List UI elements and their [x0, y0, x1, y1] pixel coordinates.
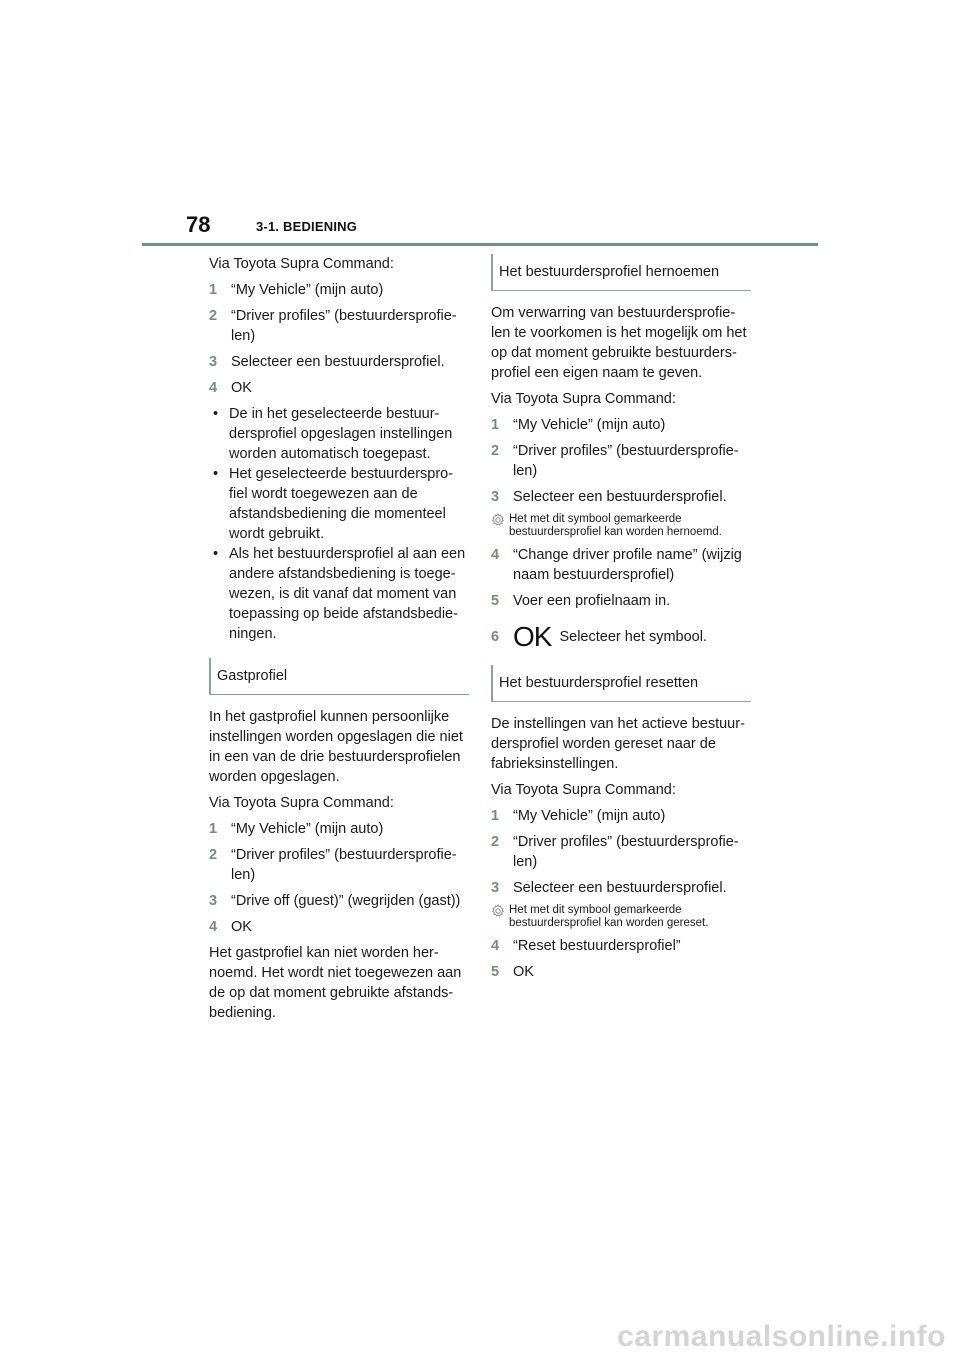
step-number: 1	[491, 808, 500, 824]
step-number: 3	[209, 893, 218, 909]
step-number: 1	[209, 282, 218, 298]
step-text: OK	[231, 380, 252, 396]
step-item	[491, 487, 751, 507]
step-text: Voer een profielnaam in.	[513, 593, 671, 609]
step-text: “Reset bestuurdersprofiel”	[513, 938, 681, 954]
section-title: 3-1. BEDIENING	[256, 219, 358, 234]
gear-icon	[491, 513, 505, 527]
right-column	[491, 254, 751, 988]
guest-profile-heading: Gastprofiel	[209, 658, 469, 695]
watermark: carmanualsonline.info	[617, 1320, 946, 1353]
gear-icon	[491, 904, 505, 918]
step-item	[209, 352, 469, 372]
step-number: 2	[491, 834, 500, 850]
rename-intro: Om verwarring van bestuurdersprofie-len te voorkomen is het mogelijk om het op dat moment gebruikte bestuurders-profiel een eigen naam te geven.	[491, 305, 747, 381]
step-item	[491, 806, 751, 826]
step-number: 3	[491, 489, 500, 505]
step-number: 2	[491, 443, 500, 459]
via-text: Via Toyota Supra Command:	[491, 782, 676, 798]
step-number: 1	[209, 821, 218, 837]
step-number: 4	[491, 547, 500, 563]
step-item	[209, 306, 469, 346]
reset-intro: De instellingen van het actieve bestuur-dersprofiel worden gereset naar de fabrieksinstellingen.	[491, 716, 745, 772]
step-text: “Driver profiles” (bestuurdersprofie-len)	[231, 308, 457, 344]
step-text: “Driver profiles” (bestuurdersprofie-len)	[231, 847, 457, 883]
bullet-item: • Het geselecteerde bestuurderspro-fiel wordt toegewezen aan de afstandsbediening die momenteel wordt gebruikt.	[209, 464, 469, 544]
step-text: “My Vehicle” (mijn auto)	[513, 808, 666, 824]
step-text: “Driver profiles” (bestuurdersprofie-len)	[513, 443, 739, 479]
step-item	[209, 378, 469, 398]
page-number: 78	[186, 212, 211, 237]
step-number: 5	[491, 964, 500, 980]
step-item	[209, 891, 469, 911]
step-item	[491, 591, 751, 611]
step-text: “My Vehicle” (mijn auto)	[231, 821, 384, 837]
rename-heading: Het bestuurdersprofiel hernoemen	[491, 254, 751, 291]
step-text: Selecteer een bestuurdersprofiel.	[513, 489, 727, 505]
note-text: Het met dit symbool gemarkeerde bestuurdersprofiel kan worden hernoemd.	[509, 513, 722, 538]
bullet-list	[209, 404, 469, 644]
step-text: Selecteer een bestuurdersprofiel.	[231, 354, 445, 370]
step-text: “Change driver profile name” (wijzig naam bestuurdersprofiel)	[513, 547, 742, 583]
step-text: Selecteer een bestuurdersprofiel.	[513, 880, 727, 896]
step-text: “Drive off (guest)” (wegrijden (gast))	[231, 893, 461, 909]
left-column	[209, 254, 469, 1029]
step-number: 5	[491, 593, 500, 609]
step-item	[491, 936, 751, 956]
step-item	[491, 878, 751, 898]
bullet-item: • Als het bestuurdersprofiel al aan een andere afstandsbediening is toege-wezen, is dit vanaf dat moment van toepassing op beide afstandsbedie-ningen.	[209, 544, 469, 644]
bullet-item: • De in het geselecteerde bestuur-dersprofiel opgeslagen instellingen worden automatisch toegepast.	[209, 404, 469, 464]
step-item	[491, 962, 751, 982]
step-number: 3	[209, 354, 218, 370]
note-text: Het met dit symbool gemarkeerde bestuurdersprofiel kan worden gereset.	[509, 904, 709, 929]
step-number: 2	[209, 847, 218, 863]
step-item	[209, 917, 469, 937]
step-number: 1	[491, 417, 500, 433]
header-rule	[142, 243, 818, 246]
step-item	[491, 545, 751, 585]
step-text: “My Vehicle” (mijn auto)	[231, 282, 384, 298]
reset-heading: Het bestuurdersprofiel resetten	[491, 665, 751, 702]
step-number: 2	[209, 308, 218, 324]
step-number: 4	[491, 938, 500, 954]
step-text: “Driver profiles” (bestuurdersprofie-len)	[513, 834, 739, 870]
step-text: “My Vehicle” (mijn auto)	[513, 417, 666, 433]
step-item	[491, 441, 751, 481]
step-number: 4	[209, 919, 218, 935]
via-text: Via Toyota Supra Command:	[209, 256, 394, 272]
step-item	[491, 832, 751, 872]
step-text: OK	[513, 964, 534, 980]
step-text: OK	[231, 919, 252, 935]
step-item	[491, 623, 751, 651]
note	[491, 513, 751, 539]
step-item	[491, 415, 751, 435]
ok-symbol-icon: OK	[513, 621, 552, 652]
step-number: 3	[491, 880, 500, 896]
step-item	[209, 845, 469, 885]
step-item	[209, 280, 469, 300]
via-text: Via Toyota Supra Command:	[209, 795, 394, 811]
step-number: 4	[209, 380, 218, 396]
via-text: Via Toyota Supra Command:	[491, 391, 676, 407]
step-item	[209, 819, 469, 839]
note	[491, 904, 751, 930]
step-text: Selecteer het symbool.	[559, 629, 707, 645]
step-number: 6	[491, 629, 500, 645]
guest-outro: Het gastprofiel kan niet worden her-noemd. Het wordt niet toegewezen aan de op dat moment gebruikte afstands-bediening.	[209, 945, 462, 1021]
guest-intro: In het gastprofiel kunnen persoonlijke instellingen worden opgeslagen die niet in een van de drie bestuurdersprofielen worden opgeslagen.	[209, 709, 463, 785]
